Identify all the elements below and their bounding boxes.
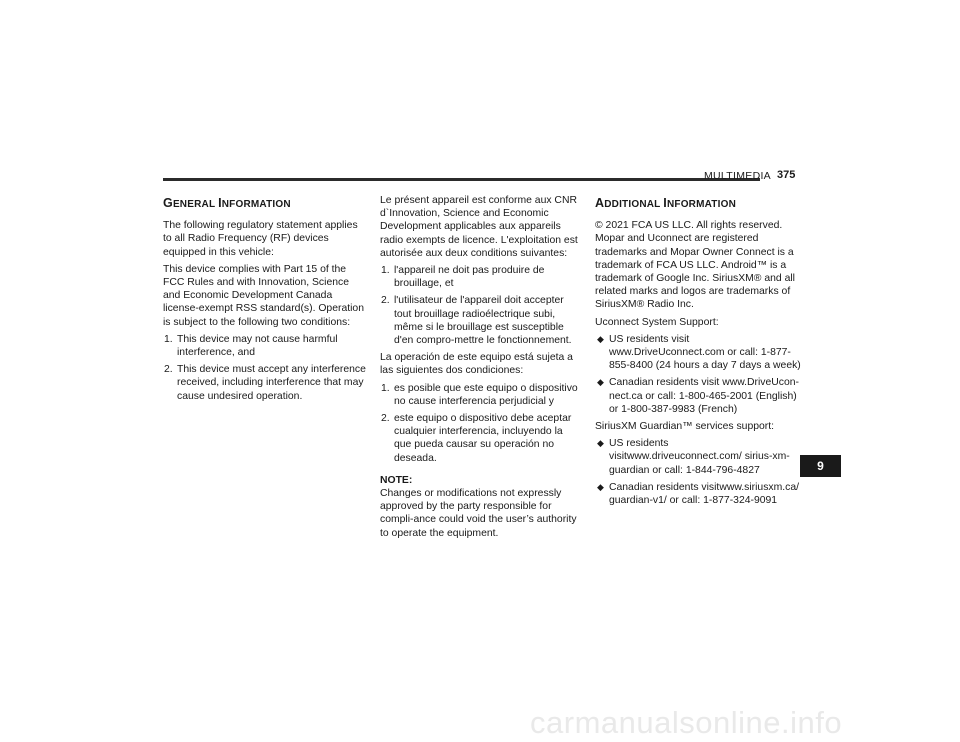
- watermark: carmanualsonline.info: [530, 705, 843, 740]
- bullet-diamond-icon: ◆: [597, 333, 604, 344]
- bullet-diamond-icon: ◆: [597, 481, 604, 492]
- column-general-information: [163, 194, 368, 407]
- conditions-list-en: [163, 333, 368, 403]
- header-rule: [163, 178, 760, 181]
- note-text: Changes or modifications not expressly approved by the party responsible for compli-ance could void the user’s authority to operate the equipment.: [380, 488, 577, 539]
- conditions-list-fr: [380, 264, 580, 347]
- chapter-tab: 9: [800, 455, 841, 477]
- list-item: ◆ US residents visit www.DriveUconnect.com or call: 1-877-855-8400 (24 hours a day 7 days a week): [597, 333, 801, 372]
- bullet-diamond-icon: ◆: [597, 438, 604, 449]
- note-label: NOTE:: [380, 474, 413, 486]
- list-item: ◆ Canadian residents visit www.DriveUcon-nect.ca or call: 1-800-465-2001 (English) or 1-800-387-9983 (French): [597, 377, 799, 415]
- list-item: 2. This device must accept any interference received, including interference that may cause undesired operation.: [164, 364, 366, 402]
- uconnect-support-label: Uconnect System Support:: [595, 316, 719, 328]
- paragraph-french-statement: Le présent appareil est conforme aux CNR d`Innovation, Science and Economic Development applicables aux appareils radio exempts de licence. L'exploitation est autorisée aux deux conditions suivantes:: [380, 195, 578, 259]
- paragraph-fcc-compliance: This device complies with Part 15 of the FCC Rules and with Innovation, Science and Economic Development Canada license-exempt RSS standard(s). Operation is subject to the following two conditions:: [163, 263, 364, 328]
- list-item: 1. es posible que este equipo o dispositivo no cause interferencia perjudicial y: [381, 382, 578, 407]
- uconnect-support-list: [595, 333, 803, 416]
- list-item: 1. l'appareil ne doit pas produire de brouillage, et: [381, 265, 545, 290]
- column-additional-information: [595, 194, 803, 511]
- paragraph-copyright: © 2021 FCA US LLC. All rights reserved. Mopar and Uconnect are registered trademarks and Mopar Owner Connect is a trademark of FCA US LLC. Android™ is a trademark of Google Inc. SiriusXM® and all related marks and logos are trademarks of SiriusXM® Radio Inc.: [595, 220, 795, 311]
- conditions-list-es: [380, 382, 580, 465]
- list-item: 2. l'utilisateur de l'appareil doit accepter tout brouillage radioélectrique subi, même si le brouillage est susceptible d'en compro-mettre le fonctionnement.: [381, 295, 572, 347]
- column-regulatory-translations: [380, 194, 580, 544]
- paragraph-spanish-statement: La operación de este equipo está sujeta a las siguientes dos condiciones:: [380, 352, 573, 377]
- bullet-diamond-icon: ◆: [597, 377, 604, 388]
- running-header-section: MULTIMEDIA: [704, 170, 771, 182]
- heading-additional-information: ADDITIONAL INFORMATION: [595, 196, 736, 210]
- guardian-support-label: SiriusXM Guardian™ services support:: [595, 421, 775, 433]
- page-number: 375: [777, 169, 796, 181]
- list-item: ◆ Canadian residents visitwww.siriusxm.ca/ guardian-v1/ or call: 1-877-324-9091: [597, 481, 799, 507]
- heading-general-information: GENERAL INFORMATION: [163, 196, 291, 210]
- guardian-support-list: [595, 437, 803, 507]
- list-item: ◆ US residents visitwww.driveuconnect.com/ sirius-xm-guardian or call: 1-844-796-4827: [597, 438, 790, 476]
- paragraph-rf-statement: The following regulatory statement applies to all Radio Frequency (RF) devices equipped in this vehicle:: [163, 220, 358, 258]
- list-item: 1. This device may not cause harmful interference, and: [164, 333, 338, 359]
- list-item: 2. este equipo o dispositivo debe aceptar cualquier interferencia, incluyendo la que pueda causar su operación no deseada.: [381, 413, 572, 464]
